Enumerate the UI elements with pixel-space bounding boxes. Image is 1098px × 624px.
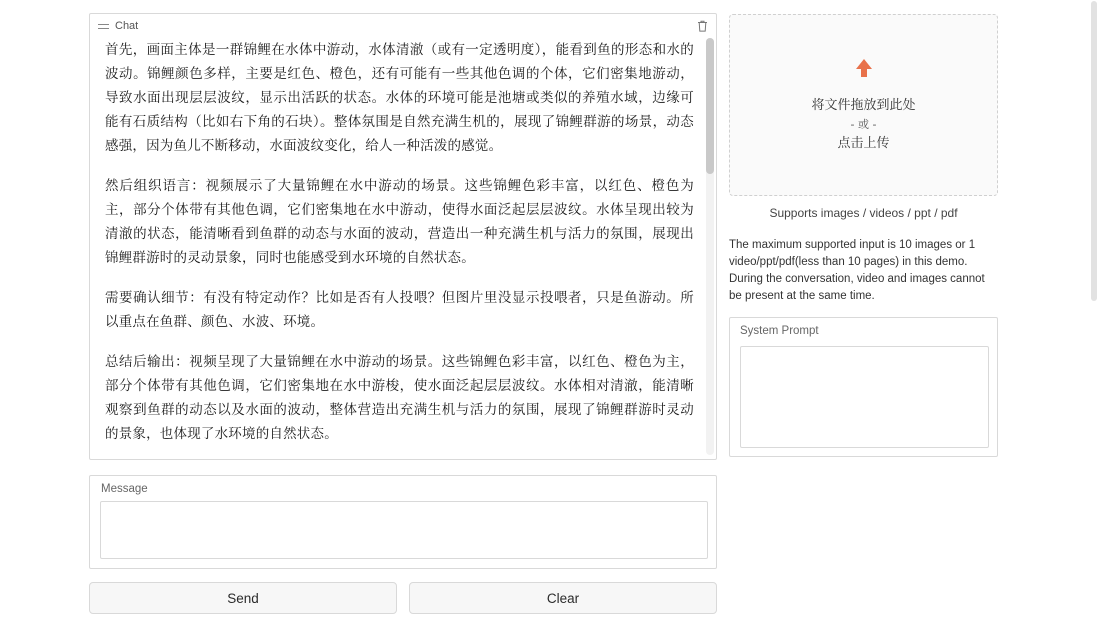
dropzone-line-3: 点击上传 [837, 136, 890, 151]
upload-arrow-icon [851, 57, 877, 84]
message-input[interactable] [100, 501, 708, 559]
clear-button[interactable]: Clear [409, 582, 717, 614]
page-scrollbar-thumb[interactable] [1091, 1, 1097, 301]
supports-text: Supports images / videos / ppt / pdf [769, 206, 958, 220]
chat-message-list[interactable] [91, 36, 704, 458]
chat-scrollbar-thumb[interactable] [706, 38, 714, 174]
chat-message: 总结后输出：视频呈现了大量锦鲤在水中游动的场景。这些锦鲤色彩丰富，以红色、橙色为主，部分个体带有其他色调，它们密集地在水中游梭，使水面泛起层层波纹。水体相对清澈，能清晰观察到鱼群的动态以及水面的波动，整体营造出充满生机与活力的氛围，展现了锦鲤群游时灵动的景象，也体现了水环境的自然状态。 [105, 354, 694, 442]
chat-message: 然后组织语言：视频展示了大量锦鲤在水中游动的场景。这些锦鲤色彩丰富，以红色、橙色为主，部分个体带有其他色调，它们密集地在水中游动，使得水面泛起层层波纹。水体呈现出较为清澈的状态，能清晰看到鱼群的动态与水面的波动，营造出一种充满生机与活力的氛围，展现出锦鲤群游时的灵动景象，同时也能感受到水环境的自然状态。 [105, 178, 694, 266]
system-prompt-label: System Prompt [740, 325, 819, 337]
dropzone-line-2: - 或 - [850, 118, 877, 131]
message-box [89, 475, 717, 569]
trash-icon[interactable] [696, 19, 709, 33]
max-input-text: The maximum supported input is 10 images or 1 video/ppt/pdf(less than 10 pages) in this demo. During the conversation, video and images cannot be present at the same time. [729, 239, 985, 302]
message-label: Message [101, 483, 148, 495]
chat-panel [89, 13, 717, 460]
chat-message: 需要确认细节：有没有特定动作？比如是否有人投喂？但图片里没显示投喂者，只是鱼游动。所以重点在鱼群、颜色、水波、环境。 [105, 290, 694, 330]
page-scrollbar-track[interactable] [1090, 0, 1098, 624]
system-prompt-input[interactable] [740, 346, 989, 448]
chat-message: 首先，画面主体是一群锦鲤在水体中游动，水体清澈（或有一定透明度），能看到鱼的形态和水的波动。锦鲤颜色多样，主要是红色、橙色，还有可能有一些其他色调的个体，它们密集地游动，导致水面出现层层波纹，显示出活跃的状态。水体的环境可能是池塘或类似的养殖水域，边缘可能有石质结构（比如右下角的石块）。整体氛围是自然充满生机的，展现了锦鲤群游的场景，动态感强，因为鱼儿不断移动，水面波纹变化，给人一种活泼的感觉。 [105, 42, 694, 154]
upload-dropzone[interactable] [729, 14, 998, 196]
send-button[interactable]: Send [89, 582, 397, 614]
drag-handle-icon[interactable] [98, 21, 109, 32]
chat-header [90, 14, 716, 38]
chat-title: Chat [115, 20, 139, 32]
system-prompt-box [729, 317, 998, 457]
dropzone-line-1: 将文件拖放到此处 [811, 98, 916, 113]
